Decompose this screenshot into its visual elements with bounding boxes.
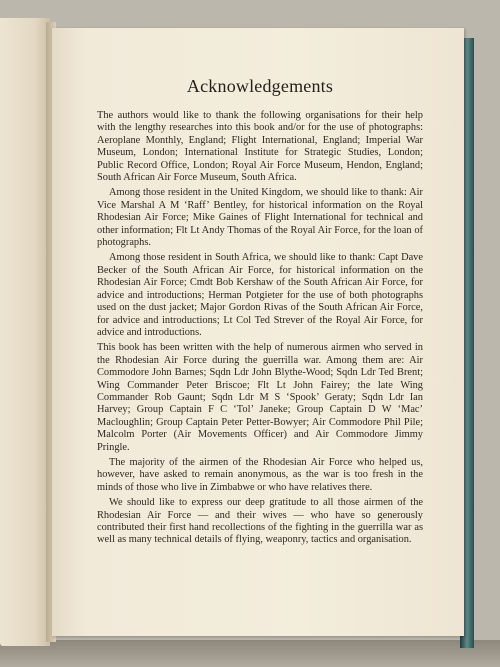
book-page bbox=[52, 28, 464, 636]
paragraph-united-kingdom: Among those resident in the United Kingdom, we should like to thank: Air Vice Marshal A M ‘Raff’ Bentley, for historical information on the Royal Rhodesian Air Force; Mike Gaines of Flight International for technical and other information; Flt Lt Andy Thomas of the Royal Air Force, for the loan of photographs. bbox=[97, 187, 423, 249]
page-title: Acknowledgements bbox=[186, 76, 334, 96]
book-cover-bottom bbox=[0, 640, 500, 667]
paragraph-airmen: This book has been written with the help of numerous airmen who served in the Rhodesian Air Force during the guerrilla war. Among them are: Air Commodore John Barnes; Sqdn Ldr John Blythe-Wood; Sqdn Ldr Ted Brent; Wing Commander Peter Briscoe; Flt Lt John Fairey; the late Wing Commander Rob Gaunt; Sqdn Ldr M S ‘Spook’ Geraty; Sqdn Ldr Ian Harvey; Group Captain F C ‘Tol’ Janeke; Group Captain D W ‘Mac’ Macloughlin; Group Captain Peter Petter-Bowyer; Air Commodore Phil Pile; Malcolm Porter (Air Movements Officer) and Air Commodore Jimmy Pringle. bbox=[97, 342, 423, 453]
paragraph-anonymous: The majority of the airmen of the Rhodesian Air Force who helped us, however, have asked to remain anonymous, as the war is too fresh in the minds of those who live in Zimbabwe or who have relatives there. bbox=[97, 456, 423, 493]
paragraph-south-africa: Among those resident in South Africa, we should like to thank: Capt Dave Becker of the South African Air Force, for historical information on the Rhodesian Air Force; Cmdt Bob Kershaw of the South African Air Force, for advice and introductions; Herman Potgieter for the use of both photographs used on the dust jacket; Major Gordon Rivas of the South African Air Force, for advice and introductions; Lt Col Ted Strever of the Royal Air Force, for advice and introductions. bbox=[97, 252, 423, 338]
paragraph-organisations: The authors would like to thank the following organisations for their help with the lengthy researches into this book and/or for the use of photographs: Aeroplane Monthly, England; Flight International, England; Imperial War Museum, London; International Institute for Strategic Studies, London; Public Record Office, London; Royal Air Force Museum, Hendon, England; South African Air Force Museum, South Africa. bbox=[97, 110, 423, 184]
page-content bbox=[97, 76, 423, 550]
paragraph-gratitude: We should like to express our deep gratitude to all those airmen of the Rhodesian Air Force — and their wives — who have so generously contributed their first hand recollections of the fighting in the guerrilla war as well as many technical details of flying, weaponry, tactics and organisation. bbox=[97, 497, 423, 546]
left-page-edge bbox=[0, 18, 50, 646]
